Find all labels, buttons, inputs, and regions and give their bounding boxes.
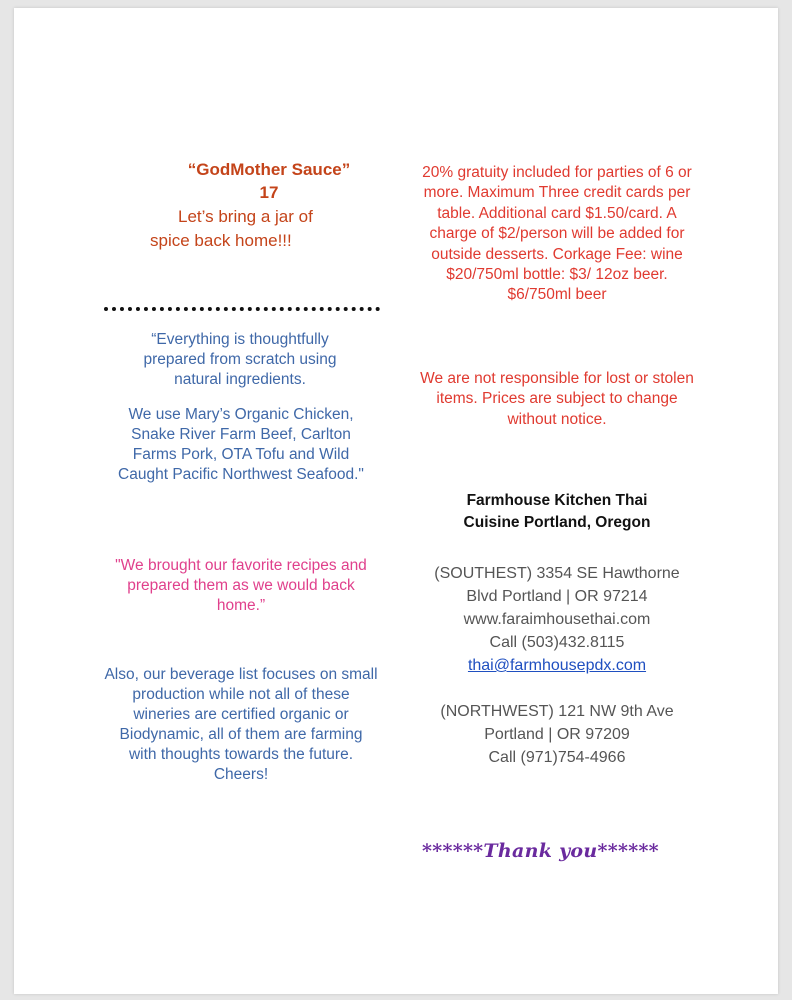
restaurant-name-line1: Farmhouse Kitchen Thai: [466, 492, 648, 509]
northwest-phone: Call (971)754-4966: [488, 749, 626, 766]
sourcing-text: We use Mary’s Organic Chicken, Snake River Farm Beef, Carlton Farms Pork, OTA Tofu and Wild Caught Pacific Northwest Seafood.": [118, 406, 364, 483]
responsibility-notice: We are not responsible for lost or stolen items. Prices are subject to change without notice.: [420, 370, 694, 428]
southeast-location: [406, 562, 708, 677]
sauce-title: “GodMother Sauce”: [187, 160, 351, 179]
southeast-address-line2: Blvd Portland | OR 97214: [466, 588, 648, 605]
sauce-block: [149, 158, 389, 204]
northwest-address-line2: Portland | OR 97209: [484, 726, 630, 743]
thank-you-text: ******Thank you******: [422, 840, 659, 862]
sauce-line2: spice back home!!!: [150, 231, 292, 250]
southeast-address-line1: (SOUTHEST) 3354 SE Hawthorne: [434, 565, 680, 582]
northwest-location: [406, 700, 708, 769]
dotted-divider: [104, 307, 380, 311]
gratuity-policy: 20% gratuity included for parties of 6 or more. Maximum Three credit cards per table. Additional card $1.50/card. A charge of $2/person will be added for outside desserts. Corkage Fee: wine $20/750ml bottle: $3/ 12oz beer. $6/750ml beer: [422, 164, 692, 304]
email-link[interactable]: thai@farmhousepdx.com: [467, 657, 647, 674]
restaurant-name: [416, 490, 698, 534]
sauce-tagline: [150, 205, 390, 253]
northwest-address-line1: (NORTHWEST) 121 NW 9th Ave: [440, 703, 674, 720]
about-quote: “Everything is thoughtfully prepared from scratch using natural ingredients.: [143, 331, 337, 388]
southeast-phone: Call (503)432.8115: [489, 634, 625, 651]
southeast-website: www.faraimhousethai.com: [463, 611, 651, 628]
sauce-price: 17: [259, 183, 279, 202]
menu-page: [14, 8, 778, 994]
sauce-line1: Let’s bring a jar of: [178, 207, 313, 226]
beverage-text: Also, our beverage list focuses on small production while not all of these wineries are certified organic or Biodynamic, all of them are farming with thoughts towards the future. Cheers!: [104, 666, 378, 783]
restaurant-name-line2: Cuisine Portland, Oregon: [463, 514, 651, 531]
recipes-quote: "We brought our favorite recipes and prepared them as we would back home.”: [115, 557, 367, 614]
